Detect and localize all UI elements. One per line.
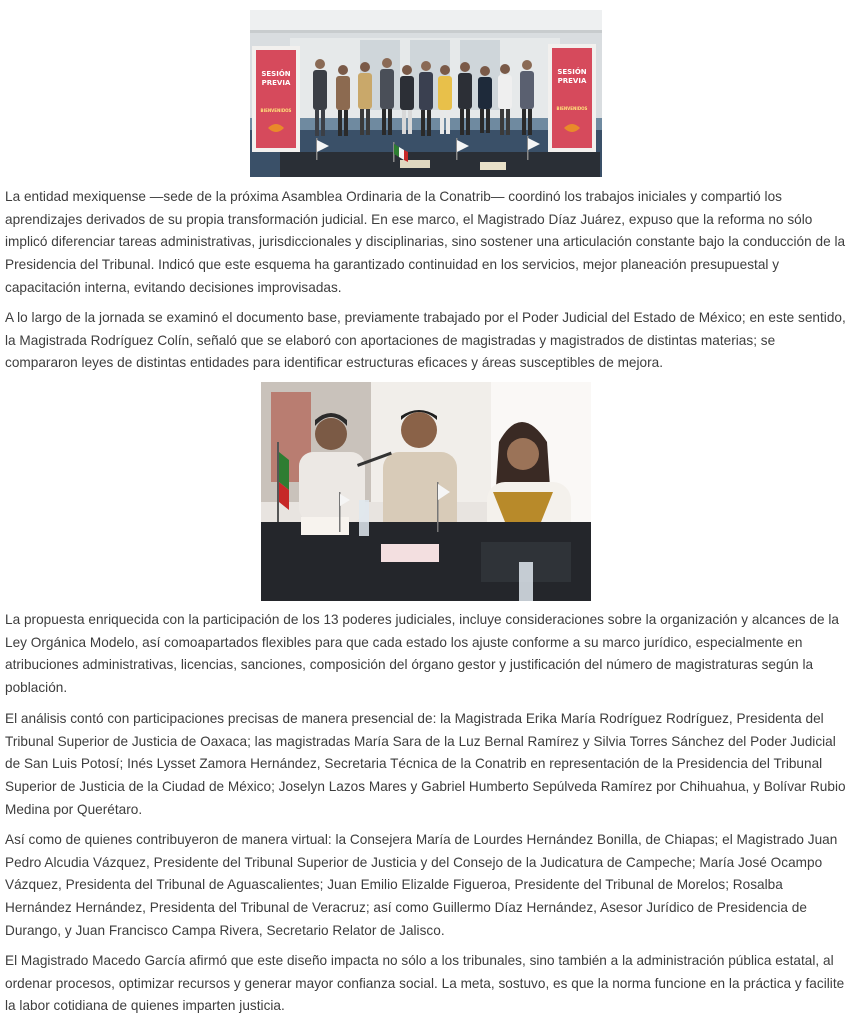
banner-left-line2: PREVIA bbox=[261, 79, 291, 87]
people-group bbox=[313, 58, 534, 136]
paragraph-4: El análisis contó con participaciones precisas de manera presencial de: la Magistrada Erika María Rodríguez Rodríguez, Presidenta del Tribunal Superior de Justicia de Oaxaca; las magistradas María Sara de la Luz Bernal Ramírez y Silvia Torres Sánchez del Poder Judicial de San Luis Potosí; Inés Lysset Zamora Hernández, Secretaria Técnica de la Conatrib en representación de la Presidencia del Tribunal Superior de Justicia de la Ciudad de México; Joselyn Lazos Mares y Gabriel Humberto Sepúlveda Ramírez por Chihuahua, y Bolívar Rubio Medina por Querétaro. bbox=[5, 711, 846, 817]
paragraph-3: La propuesta enriquecida con la participación de los 13 poderes judiciales, incluye consideraciones sobre la organización y alcances de la Ley Orgánica Modelo, así comoapartados flexibles para que cada estado los ajuste conforme a su marco jurídico, especialmente en atribuciones administrativas, licencias, sanciones, composición del órgano gestor y justificación del número de magistraturas según la población. bbox=[5, 612, 840, 696]
paragraph-5: Así como de quienes contribuyeron de manera virtual: la Consejera María de Lourdes Hernández Bonilla, de Chiapas; el Magistrado Juan Pedro Alcudia Vázquez, Presidente del Tribunal Superior de Justicia y del Consejo de la Judicatura de Campeche; María José Ocampo Vázquez, Presidenta del Tribunal de Aguascalientes; Juan Emilio Elizalde Figueroa, Presidente del Tribunal de Morelos; Rosalba Hernández Hernández, Presidenta del Tribunal de Veracruz; así como Guillermo Díaz Hernández, Asesor Jurídico de Presidencia de Durango, y Juan Francisco Campa Rivera, Secretario Relator de Jalisco. bbox=[5, 832, 838, 938]
banner-left bbox=[252, 46, 300, 152]
group-photo[interactable] bbox=[250, 10, 602, 177]
paragraph-2: A lo largo de la jornada se examinó el documento base, previamente trabajado por el Poder Judicial del Estado de México; en este sentido, la Magistrada Rodríguez Colín, señaló que se elaboró con aportaciones de magistradas y magistrados de distintas materias; se compararon leyes de distintas entidades para identificar estructuras eficaces y áreas susceptibles de mejora. bbox=[5, 310, 846, 371]
banner-right-line1: SESIÓN bbox=[557, 68, 587, 76]
banner-left-line3: BIENVENIDOS bbox=[260, 108, 292, 113]
meeting-photo-graphic bbox=[261, 382, 591, 601]
banner-left-line1: SESIÓN bbox=[261, 70, 291, 78]
meeting-photo[interactable] bbox=[261, 382, 591, 601]
banner-right bbox=[548, 44, 596, 152]
banner-right-line3: BIENVENIDOS bbox=[556, 106, 588, 111]
group-photo-graphic bbox=[250, 10, 602, 177]
paragraph-1: La entidad mexiquense —sede de la próxima Asamblea Ordinaria de la Conatrib— coordinó los trabajos iniciales y compartió los aprendizajes derivados de su propia transformación judicial. En ese marco, el Magistrado Díaz Juárez, expuso que la reforma no sólo implicó diferenciar tareas administrativas, jurisdiccionales y disciplinarias, sino sostener una articulación constante bajo la conducción de la Presidencia del Tribunal. Indicó que este esquema ha garantizado continuidad en los servicios, mejor planeación presupuestal y capacitación interna, evitando decisiones improvisadas. bbox=[5, 189, 846, 295]
paragraph-6: El Magistrado Macedo García afirmó que este diseño impacta no sólo a los tribunales, sino también a la administración pública estatal, al ordenar procesos, optimizar recursos y generar mayor confianza social. La meta, sostuvo, es que la norma funcione en la práctica y facilite la labor cotidiana de quienes imparten justicia. bbox=[5, 953, 845, 1014]
banner-right-line2: PREVIA bbox=[557, 77, 587, 85]
